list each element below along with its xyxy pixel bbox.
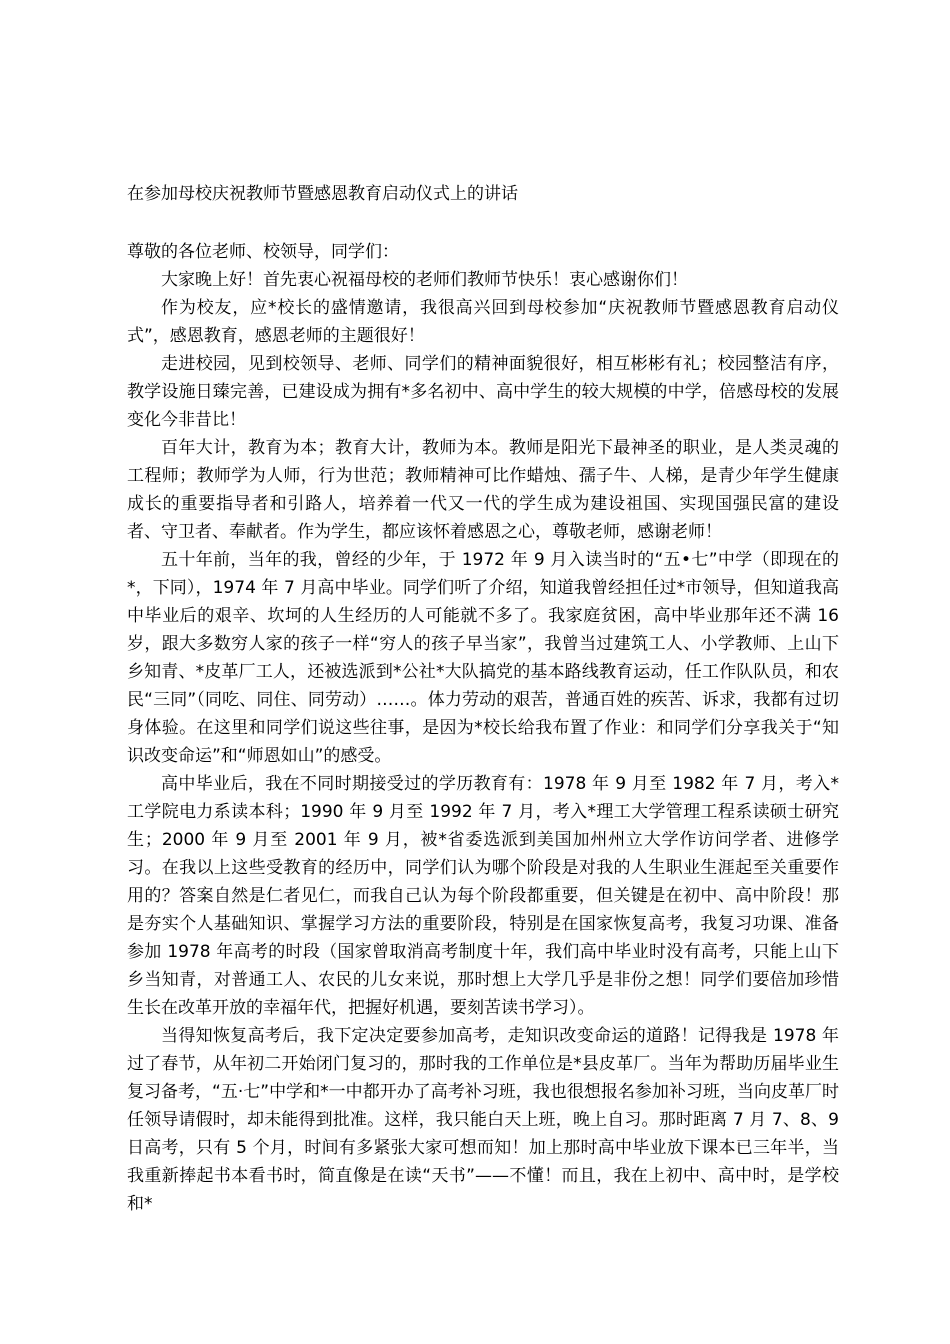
salutation: 尊敬的各位老师、校领导，同学们： [127,242,399,262]
paragraph-invitation: 作为校友，应*校长的盛情邀请，我很高兴回到母校参加“庆祝教师节暨感恩教育启动仪式”，感恩教育，感恩老师的主题很好！ [127,298,839,346]
paragraph-exam: 当得知恢复高考后，我下定决定要参加高考，走知识改变命运的道路！记得我是 1978 年过了春节，从年初二开始闭门复习的，那时我的工作单位是*县皮革厂。当年为帮助历届毕业生复习备考，“五·七”中学和*一中都开办了高考补习班，我也很想报名参加补习班，当向皮革厂时任领导请假时，却未能得到批准。这样，我只能白天上班，晚上自习。那时距离 7 月 7、8、9 日高考，只有 5 个月，时间有多紧张大家可想而知！加上那时高中毕业放下课本已三年半，当我重新捧起书本看书时，简直像是在读“天书”——不懂！而且，我在上初中、高中时，是学校和* [127,1026,839,1214]
paragraph-greeting: 大家晚上好！首先衷心祝福母校的老师们教师节快乐！衷心感谢你们！ [161,270,688,290]
document-title: 在参加母校庆祝教师节暨感恩教育启动仪式上的讲话 [127,184,518,204]
paragraph-schooling: 高中毕业后，我在不同时期接受过的学历教育有：1978 年 9 月至 1982 年 7 月，考入*工学院电力系读本科；1990 年 9 月至 1992 年 7 月，考入*理工大学管理工程系读硕士研究生；2000 年 9 月至 2001 年 9 月，被*省委选派到美国加州州立大学作访问学者、进修学习。在我以上这些受教育的经历中，同学们认为哪个阶段是对我的人生职业生涯起至关重要作用的？答案自然是仁者见仁，而我自己认为每个阶段都重要，但关键是在初中、高中阶段！那是夯实个人基础知识、掌握学习方法的重要阶段，特别是在国家恢复高考，我复习功课、准备参加 1978 年高考的时段（国家曾取消高考制度十年，我们高中毕业时没有高考，只能上山下乡当知青，对普通工人、农民的儿女来说，那时想上大学几乎是非份之想！同学们要倍加珍惜生长在改革开放的幸福年代，把握好机遇，要刻苦读书学习）。 [127,774,840,1018]
paragraph-education: 百年大计，教育为本；教育大计，教师为本。教师是阳光下最神圣的职业，是人类灵魂的工程师；教师学为人师，行为世范；教师精神可比作蜡烛、孺子牛、人梯，是青少年学生健康成长的重要指导者和引路人，培养着一代又一代的学生成为建设祖国、实现国强民富的建设者、守卫者、奉献者。作为学生，都应该怀着感恩之心，尊敬老师，感谢老师！ [127,438,839,542]
paragraph-history: 五十年前，当年的我，曾经的少年，于 1972 年 9 月入读当时的“五•七”中学（即现在的*，下同），1974 年 7 月高中毕业。同学们听了介绍，知道我曾经担任过*市领导，但知道我高中毕业后的艰辛、坎坷的人生经历的人可能就不多了。我家庭贫困，高中毕业那年还不满 16 岁，跟大多数穷人家的孩子一样“穷人的孩子早当家”，我曾当过建筑工人、小学教师、上山下乡知青、*皮革厂工人，还被选派到*公社*大队搞党的基本路线教育运动，任工作队队员，和农民“三同”（同吃、同住、同劳动）……。体力劳动的艰苦，普通百姓的疾苦、诉求，我都有过切身体验。在这里和同学们说这些往事，是因为*校长给我布置了作业：和同学们分享我关于“知识改变命运”和“师恩如山”的感受。 [127,550,839,766]
paragraph-campus: 走进校园，见到校领导、老师、同学们的精神面貌很好，相互彬彬有礼；校园整洁有序，教学设施日臻完善，已建设成为拥有*多名初中、高中学生的较大规模的中学，倍感母校的发展变化今非昔比！ [127,354,839,430]
document-page [127,180,839,1218]
